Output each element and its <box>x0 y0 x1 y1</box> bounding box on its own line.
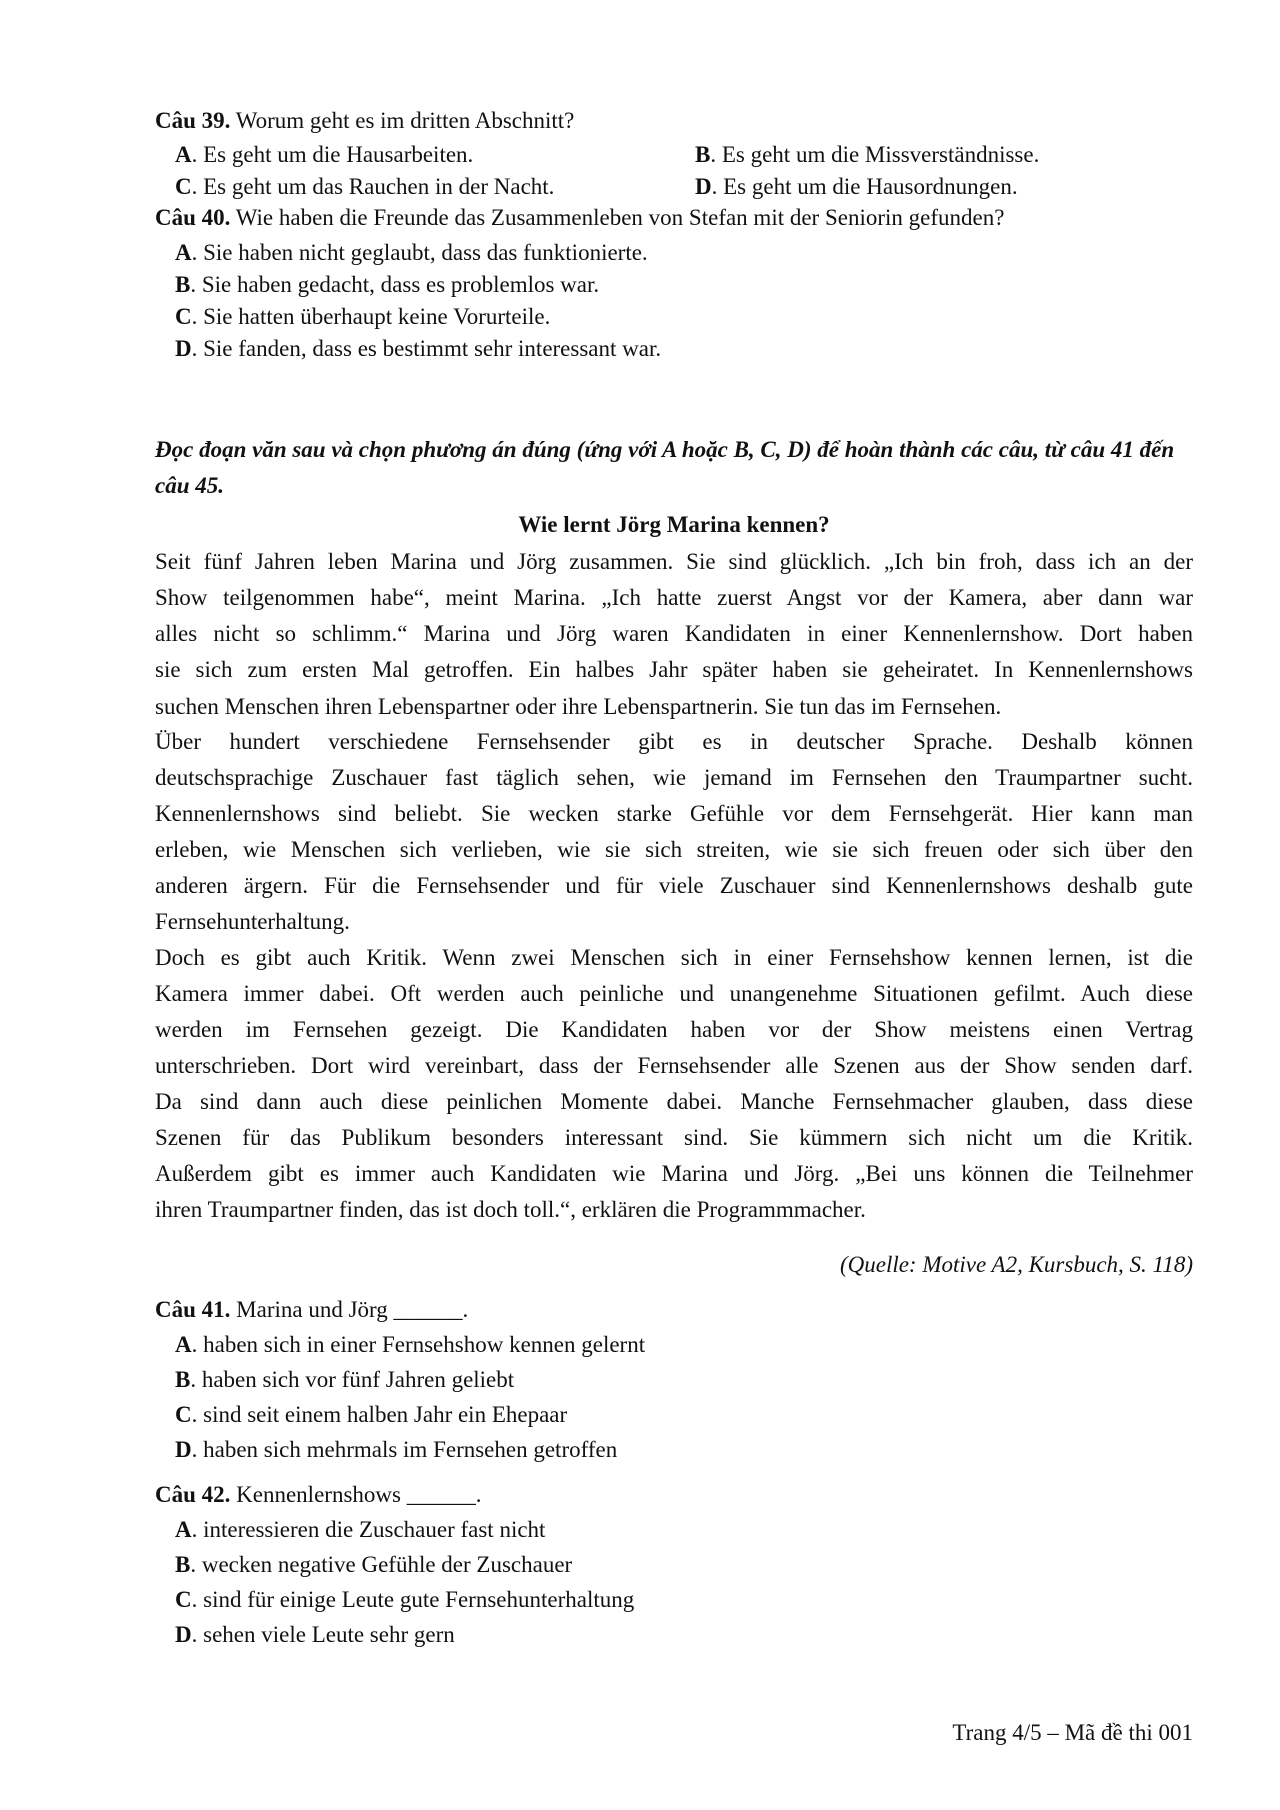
option-text: . Sie haben gedacht, dass es problemlos war. <box>190 272 600 297</box>
option-text: . sind für einige Leute gute Fernsehunterhaltung <box>191 1587 635 1612</box>
passage-line: Kamera immer dabei. Oft werden auch peinliche und unangenehme Situationen gefilmt. Auch diese <box>155 981 1193 1006</box>
option-letter: D <box>175 1437 192 1462</box>
option-d[interactable] <box>175 1620 455 1650</box>
question-text: Worum geht es im dritten Abschnitt? <box>230 108 575 133</box>
question-number: Câu 41. <box>155 1297 231 1322</box>
passage-line: sie sich zum ersten Mal getroffen. Ein halbes Jahr später haben sie geheiratet. In Kennenlernshows <box>155 657 1193 682</box>
option-c[interactable] <box>175 1585 634 1615</box>
question-number: Câu 42. <box>155 1482 231 1507</box>
passage-line: Über hundert verschiedene Fernsehsender gibt es in deutscher Sprache. Deshalb können <box>155 729 1193 754</box>
passage-line: werden im Fernsehen gezeigt. Die Kandidaten haben vor der Show meistens einen Vertrag <box>155 1017 1193 1042</box>
option-text: . haben sich vor fünf Jahren geliebt <box>190 1367 515 1392</box>
option-text: . Sie hatten überhaupt keine Vorurteile. <box>191 304 551 329</box>
option-text: . Es geht um die Missverständnisse. <box>710 142 1040 167</box>
option-text: . sind seit einem halben Jahr ein Ehepaar <box>191 1402 568 1427</box>
page-footer: Trang 4/5 – Mã đề thi 001 <box>952 1720 1193 1745</box>
option-c[interactable] <box>175 1400 567 1430</box>
passage-line: anderen ärgern. Für die Fernsehsender und für viele Zuschauer sind Kennenlernshows deshalb gute <box>155 873 1193 898</box>
option-text: . haben sich mehrmals im Fernsehen getroffen <box>191 1437 618 1462</box>
option-letter: D <box>695 174 712 199</box>
option-letter: A <box>175 1517 192 1542</box>
passage-line: ihren Traumpartner finden, das ist doch toll.“, erklären die Programmmacher. <box>155 1197 866 1222</box>
option-text: . Es geht um die Hausordnungen. <box>711 174 1018 199</box>
passage-source: (Quelle: Motive A2, Kursbuch, S. 118) <box>839 1252 1193 1277</box>
option-letter: A <box>175 1332 192 1357</box>
passage-line: erleben, wie Menschen sich verlieben, wie sie sich streiten, wie sie sich freuen oder sich über den <box>155 837 1193 862</box>
option-d[interactable] <box>695 172 1018 202</box>
passage-line: Da sind dann auch diese peinlichen Momente dabei. Manche Fernsehmacher glauben, dass diese <box>155 1089 1193 1114</box>
option-letter: B <box>175 1552 191 1577</box>
passage-line: deutschsprachige Zuschauer fast täglich sehen, wie jemand im Fernsehen den Traumpartner sucht. <box>155 765 1193 790</box>
question-42 <box>155 1480 481 1510</box>
question-40 <box>155 203 1004 233</box>
option-letter: B <box>695 142 711 167</box>
question-text: Wie haben die Freunde das Zusammenleben von Stefan mit der Seniorin gefunden? <box>230 205 1005 230</box>
passage-line: Show teilgenommen habe“, meint Marina. „Ich hatte zuerst Angst vor der Kamera, aber dann war <box>155 585 1193 610</box>
option-d[interactable] <box>175 1435 617 1465</box>
option-b[interactable] <box>175 1550 572 1580</box>
option-a[interactable] <box>175 238 648 268</box>
option-text: . Es geht um die Hausarbeiten. <box>191 142 474 167</box>
option-letter: A <box>175 240 192 265</box>
option-letter: C <box>175 174 192 199</box>
passage-title: Wie lernt Jörg Marina kennen? <box>518 512 830 537</box>
question-text: Marina und Jörg ______. <box>230 1297 469 1322</box>
passage-line: alles nicht so schlimm.“ Marina und Jörg waren Kandidaten in einer Kennenlernshow. Dort haben <box>155 621 1193 646</box>
option-d[interactable] <box>175 334 661 364</box>
passage-line: Szenen für das Publikum besonders interessant sind. Sie kümmern sich nicht um die Kritik. <box>155 1125 1193 1150</box>
instruction: Đọc đoạn văn sau và chọn phương án đúng (ứng với A hoặc B, C, D) để hoàn thành các câu, từ câu 41 đến câu 45. <box>155 437 1175 498</box>
passage-line: Außerdem gibt es immer auch Kandidaten wie Marina und Jörg. „Bei uns können die Teilnehmer <box>155 1161 1193 1186</box>
passage-line: Seit fünf Jahren leben Marina und Jörg zusammen. Sie sind glücklich. „Ich bin froh, dass ich an der <box>155 549 1193 574</box>
option-text: . interessieren die Zuschauer fast nicht <box>191 1517 546 1542</box>
question-39 <box>155 106 574 136</box>
option-letter: D <box>175 1622 192 1647</box>
option-letter: B <box>175 1367 191 1392</box>
option-text: . sehen viele Leute sehr gern <box>191 1622 455 1647</box>
option-letter: D <box>175 336 192 361</box>
option-letter: C <box>175 1587 192 1612</box>
option-letter: C <box>175 304 192 329</box>
option-text: . haben sich in einer Fernsehshow kennen gelernt <box>191 1332 646 1357</box>
option-text: . Sie fanden, dass es bestimmt sehr interessant war. <box>191 336 662 361</box>
option-c[interactable] <box>175 172 554 202</box>
passage-line: Kennenlernshows sind beliebt. Sie wecken starke Gefühle vor dem Fernsehgerät. Hier kann man <box>155 801 1193 826</box>
passage-line: unterschrieben. Dort wird vereinbart, dass der Fernsehsender alle Szenen aus der Show senden darf. <box>155 1053 1193 1078</box>
question-number: Câu 39. <box>155 108 231 133</box>
option-c[interactable] <box>175 302 550 332</box>
option-a[interactable] <box>175 1330 645 1360</box>
passage-line: suchen Menschen ihren Lebenspartner oder ihre Lebenspartnerin. Sie tun das im Fernsehen. <box>155 694 1002 719</box>
option-text: . wecken negative Gefühle der Zuschauer <box>190 1552 573 1577</box>
question-text: Kennenlernshows ______. <box>230 1482 482 1507</box>
option-a[interactable] <box>175 140 473 170</box>
option-b[interactable] <box>175 1365 514 1395</box>
option-b[interactable] <box>695 140 1039 170</box>
option-letter: A <box>175 142 192 167</box>
question-number: Câu 40. <box>155 205 231 230</box>
option-letter: C <box>175 1402 192 1427</box>
option-text: . Es geht um das Rauchen in der Nacht. <box>191 174 555 199</box>
option-a[interactable] <box>175 1515 545 1545</box>
option-b[interactable] <box>175 270 599 300</box>
passage-line: Doch es gibt auch Kritik. Wenn zwei Menschen sich in einer Fernsehshow kennen lernen, ist die <box>155 945 1193 970</box>
passage-line: Fernsehunterhaltung. <box>155 909 350 934</box>
option-letter: B <box>175 272 191 297</box>
option-text: . Sie haben nicht geglaubt, dass das funktionierte. <box>191 240 648 265</box>
question-41 <box>155 1295 468 1325</box>
